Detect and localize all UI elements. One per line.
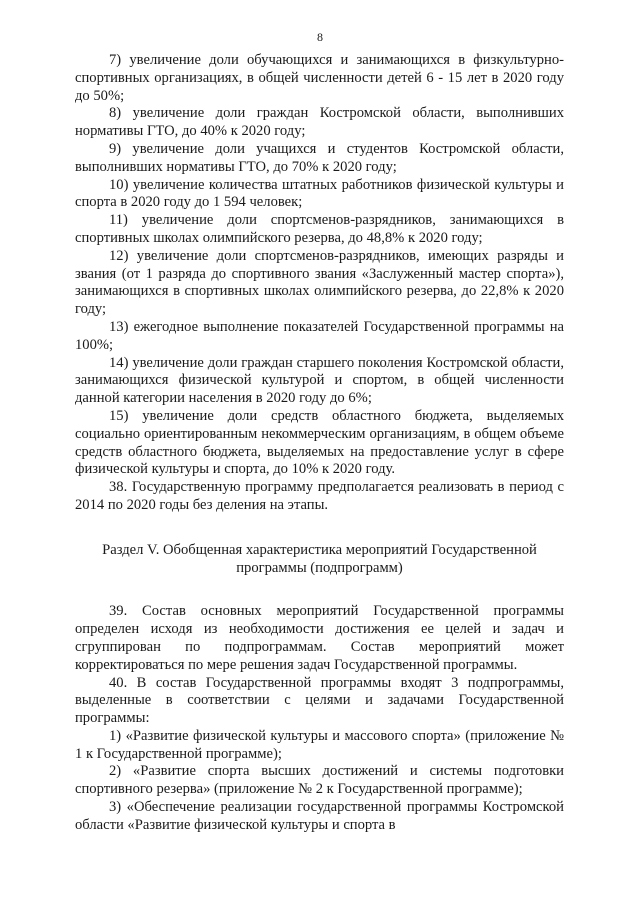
list-item-12: 12) увеличение доли спортсменов-разрядников, имеющих разряды и звания (от 1 разряда до спортивного звания «Заслуженный мастер спорта»), занимающихся в спортивных школах олимпийского резерва, до 22,8% к 2020 году;	[75, 247, 564, 318]
list-item-11: 11) увеличение доли спортсменов-разрядников, занимающихся в спортивных школах олимпийского резерва, до 48,8% к 2020 году;	[75, 212, 564, 246]
subprogram-item-2: 2) «Развитие спорта высших достижений и системы подготовки спортивного резерва» (приложение № 2 к Государственной программе);	[75, 763, 564, 798]
page-number: 8	[317, 30, 323, 44]
document-body	[75, 52, 564, 835]
paragraph-40: 40. В состав Государственной программы входят 3 подпрограммы, выделенные в соответствии с целями и задачами Государственной программы:	[75, 674, 564, 727]
paragraph-39: 39. Состав основных мероприятий Государственной программы определен исходя из необходимости достижения ее целей и задач и сгруппирован по подпрограммам. Состав мероприятий может корректироваться по мере решения задач Государственной программы.	[75, 603, 564, 673]
subprogram-item-3: 3) «Обеспечение реализации государственной программы Костромской области «Развитие физической культуры и спорта в	[75, 799, 564, 833]
section-heading: Раздел V. Обобщенная характеристика мероприятий Государственной программы (подпрограмм)	[102, 541, 537, 576]
paragraph-38: 38. Государственную программу предполагается реализовать в период с 2014 по 2020 годы без деления на этапы.	[75, 479, 564, 513]
list-item-13: 13) ежегодное выполнение показателей Государственной программы на 100%;	[75, 318, 564, 353]
list-item-9: 9) увеличение доли учащихся и студентов Костромской области, выполнивших нормативы ГТО, до 70% к 2020 году;	[75, 140, 564, 175]
list-item-15: 15) увеличение доли средств областного бюджета, выделяемых социально ориентированным некоммерческим организациям, в общем объеме средств областного бюджета, выделяемых на предоставление услуг в сфере физической культуры и спорта, до 10% к 2020 году.	[75, 407, 564, 478]
list-item-14: 14) увеличение доли граждан старшего поколения Костромской области, занимающихся физической культурой и спортом, в общей численности данной категории населения в 2020 году до 6%;	[75, 354, 564, 407]
list-item-7: 7) увеличение доли обучающихся и занимающихся в физкультурно-спортивных организациях, в общей численности детей 6 - 15 лет в 2020 году до 50%;	[75, 52, 564, 104]
list-item-8: 8) увеличение доли граждан Костромской области, выполнивших нормативы ГТО, до 40% к 2020 году;	[75, 105, 564, 140]
subprogram-item-1: 1) «Развитие физической культуры и массового спорта» (приложение № 1 к Государственной программе);	[75, 727, 564, 762]
list-item-10: 10) увеличение количества штатных работников физической культуры и спорта в 2020 году до 1 594 человек;	[75, 176, 564, 211]
